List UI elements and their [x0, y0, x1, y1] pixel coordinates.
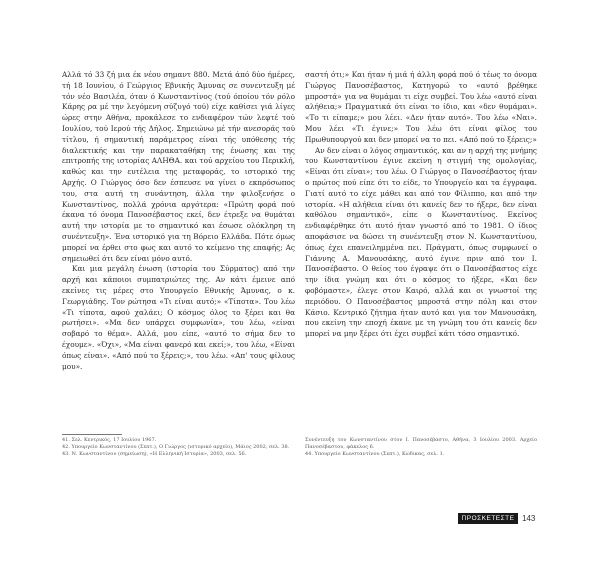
footnote-divider [62, 434, 122, 435]
paragraph: Και μια μεγάλη ένωση (ιστορία του Σύρματος) από την αρχή και κάποιοι συμπατριώτες της. Αν κάτι έμεινε από εκείνες τις μέρες στο Υπουργείο Εθνικής Άμυνας, ο κ. Γεωργιάδης. Τον ρώτησα «Τι είναι αυτό;» «Τίποτα». Του λέω «Τι τίποτα, αφού χαλάει; Ο κόσμος όλος το ξέρει και θα ρωτήσει». «Μα δεν υπάρχει συμφωνία», του λέω, «είναι σοβαρό το θέμα». Αλλά, μου είπε, «αυτό το σήμα δεν το έχουμε». «Όχι», «Μα είναι φανερό και εκεί;», του λέω, «Είναι όπως είναι». «Από πού το ξέρεις;», του λέω. «Απ' τους φίλους μου». [62, 264, 295, 371]
footnote: 41. Σελ. Κεντρικός, 17 Ιουλίου 1967. [62, 437, 157, 443]
footnotes-right [305, 437, 537, 477]
left-text-column [62, 70, 295, 392]
section-label: ΠΡΟΣΚΕΤΕΣΤΕ [458, 513, 518, 524]
footnote: 42. Υπουργείο Κωνσταντίνου (Σεπτ.), Ο Γιώργος (ιστορικό αρχείο), Μάιος 2002, σελ. 38. [62, 444, 290, 451]
footnotes-left [62, 437, 295, 477]
paragraph: σαστή ότι;» Και ήταν ή μιά ή άλλη φορά πού ό τέως το όνομα Γιώργος Πανοσέβαστος, Κατηγορώ το «αυτό βρέθηκε μπροστά» για να θυμάμαι τι είχε συμβεί. Του λέω «αυτό είναι αλήθεια;» Πραγματικά ότι είναι το ίδιο, και «δεν θυμάμαι». «Το τι είπαμε;» μου λέει. «Δεν ήταν αυτό». Του λέω «Ναι». Μου λέει «Τι έγινε;» Του λέω ότι είναι φίλος του Πρωθυπουργού και δεν μπορεί να το πει. «Από πού το ξέρεις;» [305, 70, 537, 144]
footnote: 43. Ν. Κωνσταντίνου (σημείωση), «Η Ελληνική Ιστορία», 2003, σελ. 56. [62, 451, 247, 458]
page-number: 143 [522, 514, 536, 523]
right-text-column [305, 70, 537, 392]
paragraph: Αν δεν είναι ο λόγος σημαντικός, και αν η αρχή της μνήμης του Κωνσταντίνου έγινε εκείνη η στιγμή της ομολογίας, «Είναι ότι είναι»; του λέω. Ο Γιώργος ο Πανοσέβαστος ήταν ο πρώτος πού είπε ότι το είδε, το Υπουργείο και τα έγγραφα. Γιατί αυτό το είχε μάθει και από τον Φίλιππο, και από την ιστορία. «Η αλήθεια είναι ότι κανείς δεν το ήξερε, δεν είναι καθόλου σημαντικό», είπε ο Κωνσταντίνος. Εκείνος ενδιαφέρθηκε ότι αυτό ήταν γνωστό από το 1981. Ο ίδιος αποφάσισε να δώσει τη συνέντευξη στον Ν. Κωνσταντίνου, όπως έχει επανειλημμένα πει. Πράγματι, όπως συμφωνεί ο Γιάννης Α. Μανουσάκης, αυτό έγινε πριν από τον Ι. Πανοσέβαστο. Ο θείος του έγραψε ότι ο Πανοσέβαστος είχε την ίδια γνώμη και ότι ο κόσμος το ήξερε, «Και δεν φοβόμαστε», έλεγε στον Καιρό, αλλά και οι γνωστοί της περιόδου. Ο Πανοσέβαστος μπροστά στην πόλη και στον Κάσιο. Κεντρικό ζήτημα ήταν αυτό και για τον Μανουσάκη, που εκείνη την εποχή έκανε με τη γνώμη του ότι κανείς δεν μπορεί να μην ξέρει ότι έχει συμβεί κάτι τόσο σημαντικό. [305, 145, 537, 339]
footnote: 44. Υπουργείο Κωνσταντίνου (Σεπτ.), Κώδικας, σελ. 1. [305, 451, 445, 458]
footnote: Συνέντευξη του Κωνσταντίνου στον Ι. Πανοσέβαστο, Αθήνα, 3 Ιουλίου 2003. Αρχείο Πανοσέβαστου, φάκελος 6. [305, 437, 537, 451]
paragraph: Αλλά τό 33 ζή μια έκ νέου σημαντ 880. Μετά άπό δύο ήμέρες, τή 18 Ιουνίου, ό Γεώργιος Εβνικής Άμυνας σε συνεντευξη μέ τόν νέο Βασιλέα, όταν ό Κωνσταντίνος (τού όποίου τόν ρόλο Κάρης ρα μέ την λεγόμενη σύζυγό τού) είχε καθίσει γιά λίγες ώρες στην Αθήνα, προκάλεσε το ενδιαφέρον τών λεφτέ τού Ιουλίου, τού Ιερού τής Δήλος. Σημειώνω μέ τήν ανεσοράς τού τίτλου, ή σημαντική παράμετρος είναι τής υπόθεσης τής διαλεκτικής και την παρακαταθήκη της ένωσης και της επιτροπής της ιστορίας ΑΛΗΘΑ. και τού αρχείου του Περικλή, καθώς και την ευτέλεια της μεταφοράς, το ιστορικό της Αρχής. Ο Γιώργος όσο δεν έσπευσε να γίνει ο εκπρόσωπος του, στα αυτή τη συνάντηση, άλλα την φιλοξενήσε ο Κωνσταντίνος, πολλά χρόνια αργότερα: «Πρώτη φορά πού έκανα τό όνομα Πανοσέβαστος εκεί, δεν έτρεξε να θυμάται αυτή την ιστορία με το σημαντικό και έσωσε ολόκληρη τη συνέντευξη». Ένα ιστορικό για τη Βόρειο Ελλάδα. Πότε όμως μπορεί να έρθει στο φως και αυτό το κείμενο της επαφής; Ας σημειωθεί ότι δεν είναι μόνο αυτό. [62, 70, 295, 263]
